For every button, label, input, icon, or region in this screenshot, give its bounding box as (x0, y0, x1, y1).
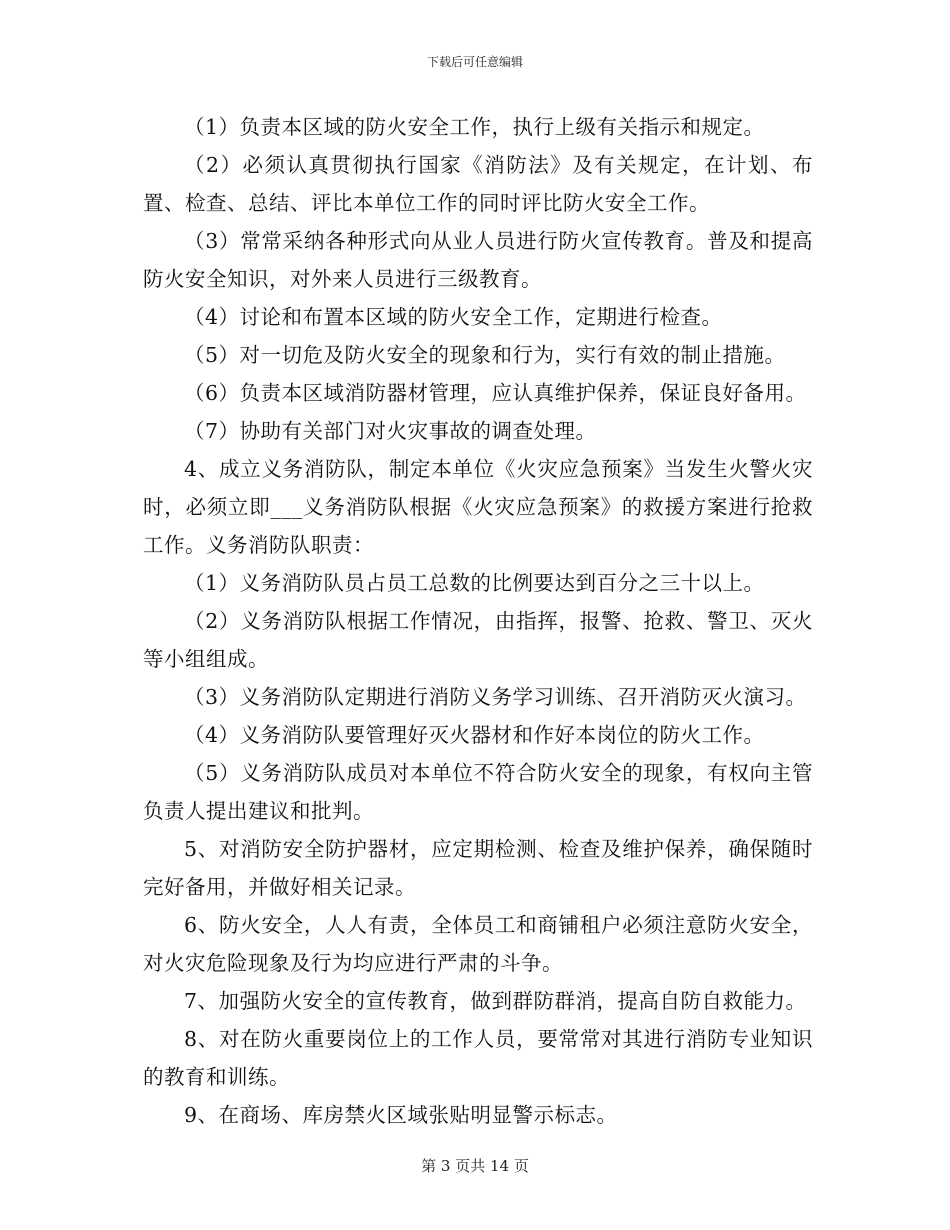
document-body (143, 108, 813, 1134)
paragraph-8: 4、成立义务消防队，制定本单位《火灾应急预案》当发生火警火灾时，必须立即___义务消防队根据《火灾应急预案》的救援方案进行抢救工作。义务消防队职责： (143, 457, 813, 557)
paragraph-11: （3）义务消防队定期进行消防义务学习训练、召开消防灭火演习。 (184, 685, 807, 709)
paragraph-5: （5）对一切危及防火安全的现象和行为，实行有效的制止措施。 (184, 343, 786, 367)
paragraph-4: （4）讨论和布置本区域的防火安全工作，定期进行检查。 (184, 305, 723, 329)
paragraph-16: 7、加强防火安全的宣传教育，做到群防群消，提高自防自救能力。 (184, 989, 807, 1013)
paragraph-10: （2）义务消防队根据工作情况，由指挥，报警、抢救、警卫、灭火等小组组成。 (143, 609, 813, 671)
paragraph-2: （2）必须认真贯彻执行国家《消防法》及有关规定，在计划、布置、检查、总结、评比本单位工作的同时评比防火安全工作。 (143, 153, 813, 215)
paragraph-7: （7）协助有关部门对火灾事故的调查处理。 (184, 419, 597, 443)
paragraph-18: 9、在商场、库房禁火区域张贴明显警示标志。 (184, 1103, 618, 1127)
paragraph-9: （1）义务消防队员占员工总数的比例要达到百分之三十以上。 (184, 571, 765, 595)
paragraph-12: （4）义务消防队要管理好灭火器材和作好本岗位的防火工作。 (184, 723, 765, 747)
paragraph-6: （6）负责本区域消防器材管理，应认真维护保养，保证良好备用。 (184, 381, 807, 405)
paragraph-1: （1）负责本区域的防火安全工作，执行上级有关指示和规定。 (184, 115, 765, 139)
paragraph-13: （5）义务消防队成员对本单位不符合防火安全的现象，有权向主管负责人提出建议和批判。 (143, 761, 813, 823)
paragraph-3: （3）常常采纳各种形式向从业人员进行防火宣传教育。普及和提高防火安全知识，对外来人员进行三级教育。 (143, 229, 813, 291)
paragraph-17: 8、对在防火重要岗位上的工作人员，要常常对其进行消防专业知识的教育和训练。 (143, 1027, 813, 1089)
paragraph-15: 6、防火安全，人人有责，全体员工和商铺租户必须注意防火安全，对火灾危险现象及行为均应进行严肃的斗争。 (143, 913, 813, 975)
page-footer: 第 3 页共 14 页 (421, 1157, 529, 1175)
page-header: 下载后可任意编辑 (426, 55, 523, 69)
paragraph-14: 5、对消防安全防护器材，应定期检测、检查及维护保养，确保随时完好备用，并做好相关记录。 (143, 837, 813, 899)
